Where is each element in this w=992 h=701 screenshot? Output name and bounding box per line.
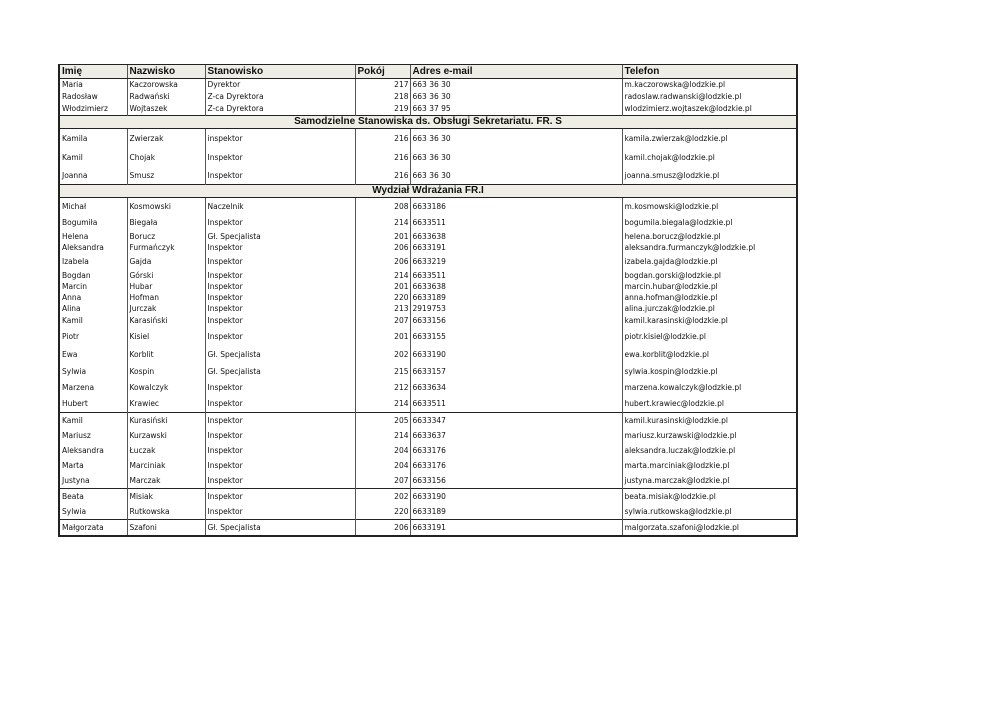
- first-name-cell[interactable]: Aleksandra: [59, 242, 127, 253]
- phone-cell[interactable]: 6633155: [410, 327, 622, 346]
- phone-cell[interactable]: 663 36 30: [410, 167, 622, 185]
- first-name-cell[interactable]: Bogumiła: [59, 215, 127, 231]
- email-cell[interactable]: marzena.kowalczyk@lodzkie.pl: [622, 380, 797, 395]
- room-cell[interactable]: 214: [355, 270, 410, 281]
- room-cell[interactable]: 201: [355, 327, 410, 346]
- table-row: [59, 91, 797, 103]
- first-name-cell[interactable]: Hubert: [59, 395, 127, 413]
- table-row: [59, 103, 797, 116]
- first-name-cell[interactable]: Kamil: [59, 314, 127, 327]
- last-name-cell[interactable]: Górski: [127, 270, 205, 281]
- position-cell[interactable]: Inspektor: [205, 215, 355, 231]
- room-cell[interactable]: 216: [355, 167, 410, 185]
- table-row: [59, 380, 797, 395]
- last-name-cell[interactable]: Wojtaszek: [127, 103, 205, 116]
- room-cell[interactable]: 217: [355, 79, 410, 92]
- last-name-cell[interactable]: Biegała: [127, 215, 205, 231]
- room-cell[interactable]: 220: [355, 292, 410, 303]
- phone-cell[interactable]: 6633511: [410, 270, 622, 281]
- room-cell[interactable]: 214: [355, 215, 410, 231]
- last-name-cell[interactable]: Furmańczyk: [127, 242, 205, 253]
- header-last-name[interactable]: Nazwisko: [127, 65, 205, 79]
- room-cell[interactable]: 213: [355, 303, 410, 314]
- email-cell[interactable]: anna.hofman@lodzkie.pl: [622, 292, 797, 303]
- last-name-cell[interactable]: Borucz: [127, 231, 205, 242]
- first-name-cell[interactable]: Joanna: [59, 167, 127, 185]
- phone-cell[interactable]: 6633511: [410, 395, 622, 413]
- position-cell[interactable]: Inspektor: [205, 303, 355, 314]
- phone-cell[interactable]: 663 37 95: [410, 103, 622, 116]
- table-row: [59, 270, 797, 281]
- phone-cell[interactable]: 6633511: [410, 215, 622, 231]
- first-name-cell[interactable]: Izabela: [59, 253, 127, 270]
- last-name-cell[interactable]: Chojak: [127, 149, 205, 167]
- email-cell[interactable]: justyna.marczak@lodzkie.pl: [622, 473, 797, 489]
- room-cell[interactable]: 204: [355, 443, 410, 458]
- first-name-cell[interactable]: Piotr: [59, 327, 127, 346]
- phone-cell[interactable]: 6633638: [410, 231, 622, 242]
- phone-cell[interactable]: 6633219: [410, 253, 622, 270]
- last-name-cell[interactable]: Marczak: [127, 473, 205, 489]
- room-cell[interactable]: 205: [355, 413, 410, 429]
- position-cell[interactable]: Inspektor: [205, 292, 355, 303]
- email-cell[interactable]: kamil.chojak@lodzkie.pl: [622, 149, 797, 167]
- email-cell[interactable]: mariusz.kurzawski@lodzkie.pl: [622, 428, 797, 443]
- last-name-cell[interactable]: Kisiel: [127, 327, 205, 346]
- last-name-cell[interactable]: Kowalczyk: [127, 380, 205, 395]
- position-cell[interactable]: Inspektor: [205, 149, 355, 167]
- phone-cell[interactable]: 6633156: [410, 473, 622, 489]
- section-header-row: [59, 116, 797, 129]
- email-cell[interactable]: sylwia.kospin@lodzkie.pl: [622, 363, 797, 380]
- phone-cell[interactable]: 6633189: [410, 504, 622, 520]
- email-cell[interactable]: ewa.korblit@lodzkie.pl: [622, 346, 797, 363]
- last-name-cell[interactable]: Szafoni: [127, 520, 205, 537]
- last-name-cell[interactable]: Kurzawski: [127, 428, 205, 443]
- email-cell[interactable]: malgorzata.szafoni@lodzkie.pl: [622, 520, 797, 537]
- email-cell[interactable]: m.kaczorowska@lodzkie.pl: [622, 79, 797, 92]
- table-row: [59, 489, 797, 505]
- position-cell[interactable]: Inspektor: [205, 458, 355, 473]
- room-cell[interactable]: 212: [355, 380, 410, 395]
- phone-cell[interactable]: 6633347: [410, 413, 622, 429]
- email-cell[interactable]: sylwia.rutkowska@lodzkie.pl: [622, 504, 797, 520]
- last-name-cell[interactable]: Krawiec: [127, 395, 205, 413]
- room-cell[interactable]: 219: [355, 103, 410, 116]
- table-body: [59, 79, 797, 537]
- last-name-cell[interactable]: Jurczak: [127, 303, 205, 314]
- phone-cell[interactable]: 6633637: [410, 428, 622, 443]
- table-row: [59, 242, 797, 253]
- position-cell[interactable]: Z-ca Dyrektora: [205, 91, 355, 103]
- phone-cell[interactable]: 6633190: [410, 346, 622, 363]
- position-cell[interactable]: Inspektor: [205, 489, 355, 505]
- first-name-cell[interactable]: Małgorzata: [59, 520, 127, 537]
- first-name-cell[interactable]: Bogdan: [59, 270, 127, 281]
- first-name-cell[interactable]: Mariusz: [59, 428, 127, 443]
- position-cell[interactable]: Gł. Specjalista: [205, 231, 355, 242]
- last-name-cell[interactable]: Misiak: [127, 489, 205, 505]
- table-row: [59, 413, 797, 429]
- first-name-cell[interactable]: Marzena: [59, 380, 127, 395]
- table-row: [59, 327, 797, 346]
- last-name-cell[interactable]: Gajda: [127, 253, 205, 270]
- last-name-cell[interactable]: Kospin: [127, 363, 205, 380]
- first-name-cell[interactable]: Sylwia: [59, 363, 127, 380]
- room-cell[interactable]: 206: [355, 242, 410, 253]
- section-header-row: [59, 185, 797, 198]
- first-name-cell[interactable]: Maria: [59, 79, 127, 92]
- position-cell[interactable]: Inspektor: [205, 253, 355, 270]
- email-cell[interactable]: bogumila.biegala@lodzkie.pl: [622, 215, 797, 231]
- email-cell[interactable]: m.kosmowski@lodzkie.pl: [622, 198, 797, 216]
- last-name-cell[interactable]: Marciniak: [127, 458, 205, 473]
- header-email[interactable]: Adres e-mail: [410, 65, 622, 79]
- header-phone[interactable]: Telefon: [622, 65, 797, 79]
- email-cell[interactable]: helena.borucz@lodzkie.pl: [622, 231, 797, 242]
- first-name-cell[interactable]: Marta: [59, 458, 127, 473]
- position-cell[interactable]: Dyrektor: [205, 79, 355, 92]
- header-row: [59, 65, 797, 79]
- phone-cell[interactable]: 6633191: [410, 520, 622, 537]
- email-cell[interactable]: joanna.smusz@lodzkie.pl: [622, 167, 797, 185]
- phone-cell[interactable]: 6633190: [410, 489, 622, 505]
- email-cell[interactable]: alina.jurczak@lodzkie.pl: [622, 303, 797, 314]
- first-name-cell[interactable]: Włodzimierz: [59, 103, 127, 116]
- last-name-cell[interactable]: Kosmowski: [127, 198, 205, 216]
- position-cell[interactable]: Gł. Specjalista: [205, 363, 355, 380]
- room-cell[interactable]: 206: [355, 253, 410, 270]
- section-title[interactable]: Wydział Wdrażania FR.I: [59, 185, 797, 198]
- first-name-cell[interactable]: Kamila: [59, 129, 127, 150]
- email-cell[interactable]: piotr.kisiel@lodzkie.pl: [622, 327, 797, 346]
- email-cell[interactable]: kamil.karasinski@lodzkie.pl: [622, 314, 797, 327]
- section-title[interactable]: Samodzielne Stanowiska ds. Obsługi Sekretariatu. FR. S: [59, 116, 797, 129]
- first-name-cell[interactable]: Aleksandra: [59, 443, 127, 458]
- room-cell[interactable]: 208: [355, 198, 410, 216]
- last-name-cell[interactable]: Hofman: [127, 292, 205, 303]
- table-row: [59, 504, 797, 520]
- first-name-cell[interactable]: Marcin: [59, 281, 127, 292]
- first-name-cell[interactable]: Anna: [59, 292, 127, 303]
- phone-cell[interactable]: 6633191: [410, 242, 622, 253]
- phone-cell[interactable]: 6633156: [410, 314, 622, 327]
- room-cell[interactable]: 220: [355, 504, 410, 520]
- room-cell[interactable]: 215: [355, 363, 410, 380]
- email-cell[interactable]: aleksandra.furmanczyk@lodzkie.pl: [622, 242, 797, 253]
- position-cell[interactable]: Inspektor: [205, 395, 355, 413]
- room-cell[interactable]: 214: [355, 428, 410, 443]
- room-cell[interactable]: 207: [355, 473, 410, 489]
- table-row: [59, 428, 797, 443]
- email-cell[interactable]: izabela.gajda@lodzkie.pl: [622, 253, 797, 270]
- last-name-cell[interactable]: Rutkowska: [127, 504, 205, 520]
- phone-cell[interactable]: 6633189: [410, 292, 622, 303]
- last-name-cell[interactable]: Radwański: [127, 91, 205, 103]
- phone-cell[interactable]: 663 36 30: [410, 129, 622, 150]
- first-name-cell[interactable]: Beata: [59, 489, 127, 505]
- table-row: [59, 303, 797, 314]
- first-name-cell[interactable]: Michał: [59, 198, 127, 216]
- phone-cell[interactable]: 663 36 30: [410, 79, 622, 92]
- room-cell[interactable]: 207: [355, 314, 410, 327]
- phone-cell[interactable]: 6633176: [410, 458, 622, 473]
- room-cell[interactable]: 201: [355, 281, 410, 292]
- last-name-cell[interactable]: Korblit: [127, 346, 205, 363]
- position-cell[interactable]: Inspektor: [205, 327, 355, 346]
- table-row: [59, 458, 797, 473]
- first-name-cell[interactable]: Sylwia: [59, 504, 127, 520]
- position-cell[interactable]: Inspektor: [205, 443, 355, 458]
- position-cell[interactable]: Inspektor: [205, 281, 355, 292]
- table-row: [59, 149, 797, 167]
- phone-cell[interactable]: 6633176: [410, 443, 622, 458]
- email-cell[interactable]: marcin.hubar@lodzkie.pl: [622, 281, 797, 292]
- table-row: [59, 79, 797, 92]
- last-name-cell[interactable]: Łuczak: [127, 443, 205, 458]
- table-row: [59, 314, 797, 327]
- position-cell[interactable]: Inspektor: [205, 473, 355, 489]
- first-name-cell[interactable]: Alina: [59, 303, 127, 314]
- last-name-cell[interactable]: Hubar: [127, 281, 205, 292]
- position-cell[interactable]: Inspektor: [205, 380, 355, 395]
- room-cell[interactable]: 218: [355, 91, 410, 103]
- email-cell[interactable]: kamil.kurasinski@lodzkie.pl: [622, 413, 797, 429]
- table-row: [59, 198, 797, 216]
- position-cell[interactable]: inspektor: [205, 129, 355, 150]
- phone-cell[interactable]: 663 36 30: [410, 91, 622, 103]
- last-name-cell[interactable]: Kurasiński: [127, 413, 205, 429]
- phone-cell[interactable]: 663 36 30: [410, 149, 622, 167]
- table-row: [59, 346, 797, 363]
- position-cell[interactable]: Inspektor: [205, 167, 355, 185]
- room-cell[interactable]: 206: [355, 520, 410, 537]
- first-name-cell[interactable]: Helena: [59, 231, 127, 242]
- room-cell[interactable]: 216: [355, 129, 410, 150]
- position-cell[interactable]: Naczelnik: [205, 198, 355, 216]
- last-name-cell[interactable]: Zwierzak: [127, 129, 205, 150]
- position-cell[interactable]: Inspektor: [205, 413, 355, 429]
- email-cell[interactable]: wlodzimierz.wojtaszek@lodzkie.pl: [622, 103, 797, 116]
- last-name-cell[interactable]: Smusz: [127, 167, 205, 185]
- last-name-cell[interactable]: Karasiński: [127, 314, 205, 327]
- room-cell[interactable]: 216: [355, 149, 410, 167]
- first-name-cell[interactable]: Kamil: [59, 149, 127, 167]
- table-row: [59, 473, 797, 489]
- room-cell[interactable]: 204: [355, 458, 410, 473]
- email-cell[interactable]: beata.misiak@lodzkie.pl: [622, 489, 797, 505]
- table-row: [59, 167, 797, 185]
- position-cell[interactable]: Inspektor: [205, 314, 355, 327]
- table-row: [59, 292, 797, 303]
- room-cell[interactable]: 201: [355, 231, 410, 242]
- phone-cell[interactable]: 6633634: [410, 380, 622, 395]
- email-cell[interactable]: hubert.krawiec@lodzkie.pl: [622, 395, 797, 413]
- first-name-cell[interactable]: Kamil: [59, 413, 127, 429]
- position-cell[interactable]: Inspektor: [205, 242, 355, 253]
- contact-table: [58, 64, 798, 537]
- table-row: [59, 215, 797, 231]
- room-cell[interactable]: 202: [355, 346, 410, 363]
- table-row: [59, 520, 797, 537]
- phone-cell[interactable]: 2919753: [410, 303, 622, 314]
- room-cell[interactable]: 214: [355, 395, 410, 413]
- email-cell[interactable]: bogdan.gorski@lodzkie.pl: [622, 270, 797, 281]
- room-cell[interactable]: 202: [355, 489, 410, 505]
- position-cell[interactable]: Inspektor: [205, 428, 355, 443]
- position-cell[interactable]: Gł. Specjalista: [205, 520, 355, 537]
- last-name-cell[interactable]: Kaczorowska: [127, 79, 205, 92]
- email-cell[interactable]: radoslaw.radwanski@lodzkie.pl: [622, 91, 797, 103]
- position-cell[interactable]: Z-ca Dyrektora: [205, 103, 355, 116]
- position-cell[interactable]: Inspektor: [205, 270, 355, 281]
- email-cell[interactable]: marta.marciniak@lodzkie.pl: [622, 458, 797, 473]
- first-name-cell[interactable]: Radosław: [59, 91, 127, 103]
- position-cell[interactable]: Inspektor: [205, 504, 355, 520]
- phone-cell[interactable]: 6633638: [410, 281, 622, 292]
- phone-cell[interactable]: 6633186: [410, 198, 622, 216]
- table-row: [59, 443, 797, 458]
- first-name-cell[interactable]: Justyna: [59, 473, 127, 489]
- email-cell[interactable]: aleksandra.luczak@lodzkie.pl: [622, 443, 797, 458]
- table-row: [59, 363, 797, 380]
- header-room[interactable]: Pokój: [355, 65, 410, 79]
- email-cell[interactable]: kamila.zwierzak@lodzkie.pl: [622, 129, 797, 150]
- table-row: [59, 231, 797, 242]
- phone-cell[interactable]: 6633157: [410, 363, 622, 380]
- header-position[interactable]: Stanowisko: [205, 65, 355, 79]
- table-row: [59, 395, 797, 413]
- table-row: [59, 281, 797, 292]
- position-cell[interactable]: Gł. Specjalista: [205, 346, 355, 363]
- spreadsheet-page: [58, 64, 798, 537]
- table-row: [59, 253, 797, 270]
- header-first-name[interactable]: Imię: [59, 65, 127, 79]
- table-row: [59, 129, 797, 150]
- first-name-cell[interactable]: Ewa: [59, 346, 127, 363]
